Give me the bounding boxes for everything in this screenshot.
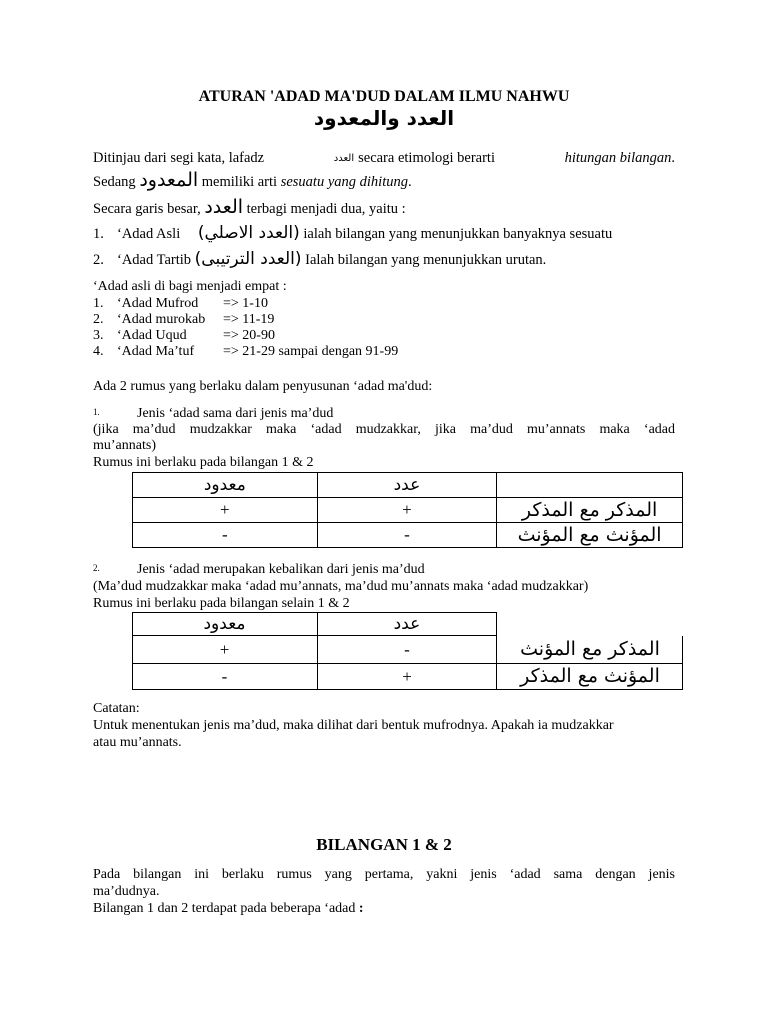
cell-madud: + [219, 640, 230, 659]
item-range: => 11-19 [223, 312, 275, 327]
catatan-text: Untuk menentukan jenis ma’dud, maka dilihat dari bentuk mufrodnya. Apakah ia mudzakkar [93, 718, 614, 733]
item-name: ‘Adad Uqud [117, 328, 187, 343]
intro-meaning [565, 150, 675, 167]
bottom-border [132, 689, 683, 690]
rumus-2-table [132, 612, 683, 690]
rumus-intro: Ada 2 rumus yang berlaku dalam penyusunan ‘adad ma'dud: [93, 379, 433, 394]
section-text: Bilangan 1 dan 2 terdapat pada beberapa ‘adad [93, 901, 356, 916]
asli-item [93, 343, 513, 359]
section-heading: BILANGAN 1 & 2 [316, 835, 452, 854]
item-name: ‘Adad Ma’tuf [117, 344, 195, 359]
cell-madud: - [221, 667, 228, 686]
item-arabic: (العدد الاصلي) [197, 223, 300, 243]
rumus-2-title: Jenis ‘adad merupakan kebalikan dari jenis ma’dud [137, 562, 425, 577]
asli-heading: ‘Adad asli di bagi menjadi empat : [93, 279, 287, 294]
page-title-arabic: العدد والمعدود [313, 106, 455, 130]
cell-rule: المؤنث مع المذكر [520, 665, 660, 687]
header-adad: عدد [393, 614, 421, 634]
rumus-2-title-line [93, 560, 425, 578]
cell-rule: المذكر مع المذكر [497, 498, 683, 523]
header-madud: معدود [203, 614, 246, 634]
intro-text: terbagi menjadi dua, yaitu : [246, 201, 406, 217]
term-adad-arabic: العدد [204, 196, 244, 218]
cell-adad: + [402, 667, 412, 686]
adad-type-item-1 [93, 222, 612, 245]
item-range: => 1-10 [223, 296, 268, 311]
intro-text: memiliki arti [201, 174, 278, 190]
section-paragraph: Pada bilangan ini berlaku rumus yang pertama, yakni jenis ‘adad sama dengan jenis [93, 867, 675, 882]
catatan-text-cont: atau mu’annats. [93, 735, 182, 750]
item-name: ‘Adad Tartib [117, 252, 192, 268]
header-adad: عدد [317, 473, 497, 498]
item-number: 2. [93, 312, 104, 327]
catatan-label: Catatan: [93, 701, 140, 716]
header-madud: معدود [133, 473, 318, 498]
rumus-number: 1. [93, 407, 100, 417]
rumus-1-table [132, 472, 683, 548]
period: . [671, 150, 675, 166]
cell-madud: - [133, 523, 318, 548]
intro-line-2 [93, 170, 412, 192]
rumus-1-title-line [93, 404, 333, 422]
cell-rule: المؤنث مع المؤنث [497, 523, 683, 548]
item-name: ‘Adad Mufrod [117, 296, 199, 311]
table-row [133, 523, 683, 548]
item-name: ‘Adad murokab [117, 312, 206, 327]
table-row [133, 498, 683, 523]
header-empty [497, 473, 683, 498]
page-title: ATURAN 'ADAD MA'DUD DALAM ILMU NAHWU [198, 88, 570, 105]
rumus-1-applies: Rumus ini berlaku pada bilangan 1 & 2 [93, 455, 314, 470]
rumus-2-applies: Rumus ini berlaku pada bilangan selain 1 & 2 [93, 596, 350, 611]
item-number: 1. [93, 226, 104, 242]
item-description: Ialah bilangan yang menunjukkan urutan. [305, 252, 547, 268]
item-arabic: (العدد الترتيبى) [194, 249, 302, 269]
cell-madud: + [133, 498, 318, 523]
intro-text: Secara garis besar, [93, 201, 201, 217]
term-madud-arabic: المعدود [139, 169, 199, 191]
item-range: => 21-29 sampai dengan 91-99 [223, 344, 399, 359]
period: . [407, 174, 412, 190]
item-number: 2. [93, 252, 104, 268]
rumus-2-desc: (Ma’dud mudzakkar maka ‘adad mu’annats, ma’dud mu’annats maka ‘adad mudzakkar) [93, 579, 589, 594]
term-adad-arabic: العدد [333, 153, 355, 164]
intro-line-3 [93, 196, 406, 220]
asli-item [93, 327, 513, 343]
intro-line-1 [93, 150, 675, 167]
asli-item [93, 295, 513, 311]
item-number: 4. [93, 344, 104, 359]
cell-adad: + [317, 498, 497, 523]
item-name: ‘Adad Asli [117, 226, 181, 242]
rumus-1-title: Jenis ‘adad sama dari jenis ma’dud [137, 406, 334, 421]
intro-text: Ditinjau dari segi kata, lafadz [93, 150, 265, 166]
colon: : [358, 901, 364, 916]
section-paragraph-line [93, 900, 364, 917]
rumus-1-desc: (jika ma’dud mudzakkar maka ‘adad mudzakkar, jika ma’dud mu’annats maka ‘adad [93, 422, 675, 437]
rumus-1-desc-cont: mu’annats) [93, 438, 156, 453]
item-range: => 20-90 [223, 328, 275, 343]
asli-item [93, 311, 513, 327]
meaning-dihitung: sesuatu yang dihitung [280, 174, 408, 190]
cell-adad: - [404, 640, 410, 659]
item-number: 1. [93, 296, 104, 311]
section-paragraph-cont: ma’dudnya. [93, 884, 160, 899]
meaning-hitungan: hitungan bilangan [564, 150, 672, 166]
rumus-number: 2. [93, 563, 100, 573]
intro-term [334, 150, 495, 167]
intro-text: Sedang [93, 174, 136, 190]
asli-list [93, 295, 513, 359]
intro-text: secara etimologi berarti [358, 150, 495, 166]
adad-type-item-2 [93, 248, 546, 271]
item-description: ialah bilangan yang menunjukkan banyaknya sesuatu [303, 226, 613, 242]
cell-adad: - [317, 523, 497, 548]
cell-rule: المذكر مع المؤنث [520, 638, 660, 660]
table-header-row [133, 473, 683, 498]
item-number: 3. [93, 328, 104, 343]
